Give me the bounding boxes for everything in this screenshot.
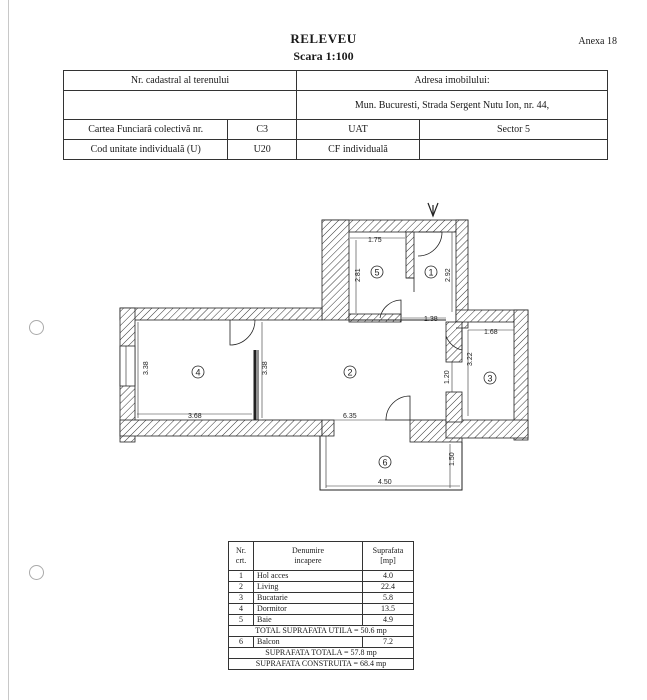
cadastral-value: [64, 91, 297, 120]
cf-individual-label: CF individuală: [297, 140, 420, 160]
wall-bath-left: [322, 220, 349, 320]
unit-code-label: Cod unitate individuală (U): [64, 140, 228, 160]
room-label-3: 3: [487, 373, 493, 384]
wall-kitchen-left-bottom: [446, 392, 462, 422]
address-label: Adresa imobilului:: [297, 71, 608, 91]
room-label-4: 4: [195, 367, 201, 378]
row-area: 4.9: [363, 615, 414, 626]
dim-kitchen-height: 3.22: [467, 352, 474, 366]
table-row: [229, 571, 414, 582]
walls: [120, 220, 528, 442]
table-row: [229, 593, 414, 604]
wall-bottom-left: [120, 420, 322, 436]
cf-collective-value: C3: [228, 120, 297, 140]
dim-bath-width: 1.75: [368, 237, 382, 244]
wall-bedroom-top: [120, 308, 322, 320]
table-row: [229, 604, 414, 615]
total-built-area: SUPRAFATA CONSTRUITA = 68.4 mp: [229, 659, 414, 670]
cadastral-label: Nr. cadastral al terenului: [64, 71, 297, 91]
row-area: 7.2: [363, 637, 414, 648]
areas-header-name: Denumire incapere: [254, 542, 363, 571]
areas-table: [228, 541, 414, 670]
room-label-1: 1: [428, 267, 434, 278]
window-bedroom: [120, 346, 135, 386]
row-name: Bucatarie: [254, 593, 363, 604]
room-label-5: 5: [374, 267, 380, 278]
wall-bath-bottom: [349, 314, 401, 322]
cf-collective-label: Cartea Funciară colectivă nr.: [64, 120, 228, 140]
dim-living-height: 3.38: [262, 361, 269, 375]
door-balcony: [385, 396, 410, 420]
document-title: RELEVEU: [290, 31, 357, 46]
dim-bedroom-height: 3.38: [143, 361, 150, 375]
binder-hole-bottom: [29, 565, 44, 580]
areas-header-nr: Nr. crt.: [229, 542, 254, 571]
dim-balcony-height: 1.50: [449, 452, 456, 466]
annex-label: Anexa 18: [578, 36, 617, 47]
wall-kitchen-bottom: [446, 420, 528, 438]
total-overall-area: SUPRAFATA TOTALA = 57.8 mp: [229, 648, 414, 659]
dim-bath-height: 2.81: [355, 268, 362, 282]
row-area: 22.4: [363, 582, 414, 593]
row-name: Balcon: [254, 637, 363, 648]
entry-arrow-icon: [428, 203, 438, 216]
row-nr: 6: [229, 637, 254, 648]
unit-code-value: U20: [228, 140, 297, 160]
row-area: 5.8: [363, 593, 414, 604]
total-useful-area: TOTAL SUPRAFATA UTILA = 50.6 mp: [229, 626, 414, 637]
table-row: [229, 582, 414, 593]
partitions: [120, 320, 462, 490]
row-name: Hol acces: [254, 571, 363, 582]
door-entry: [418, 232, 442, 256]
door-hall-inner: [406, 278, 414, 292]
dim-balcony-width: 4.50: [378, 479, 392, 486]
room-label-2: 2: [347, 367, 353, 378]
floor-plan: [0, 195, 647, 495]
dim-bedroom-width: 3.68: [188, 413, 202, 420]
row-nr: 3: [229, 593, 254, 604]
wall-bath-hall: [406, 232, 414, 278]
row-nr: 4: [229, 604, 254, 615]
dim-living-width: 6.35: [343, 413, 357, 420]
dim-hall-width: 1.38: [424, 316, 438, 323]
document-scale: Scara 1:100: [293, 49, 354, 63]
dim-hall-height: 2.92: [445, 268, 452, 282]
dim-passage: 1.20: [444, 370, 451, 384]
table-row: [229, 615, 414, 626]
row-name: Dormitor: [254, 604, 363, 615]
row-name: Living: [254, 582, 363, 593]
address-value: Mun. Bucuresti, Strada Sergent Nutu Ion, nr. 44,: [297, 91, 608, 120]
cf-individual-value: [420, 140, 608, 160]
property-info-table: [63, 70, 608, 160]
table-row: [229, 637, 414, 648]
row-nr: 1: [229, 571, 254, 582]
wall-bottom-mid: [322, 420, 334, 436]
row-nr: 5: [229, 615, 254, 626]
dim-kitchen-width: 1.68: [484, 329, 498, 336]
row-name: Baie: [254, 615, 363, 626]
uat-label: UAT: [297, 120, 420, 140]
row-area: 4.0: [363, 571, 414, 582]
areas-header-area: Suprafata [mp]: [363, 542, 414, 571]
uat-value: Sector 5: [420, 120, 608, 140]
room-label-6: 6: [382, 457, 388, 468]
door-bedroom: [230, 320, 255, 345]
row-nr: 2: [229, 582, 254, 593]
row-area: 13.5: [363, 604, 414, 615]
